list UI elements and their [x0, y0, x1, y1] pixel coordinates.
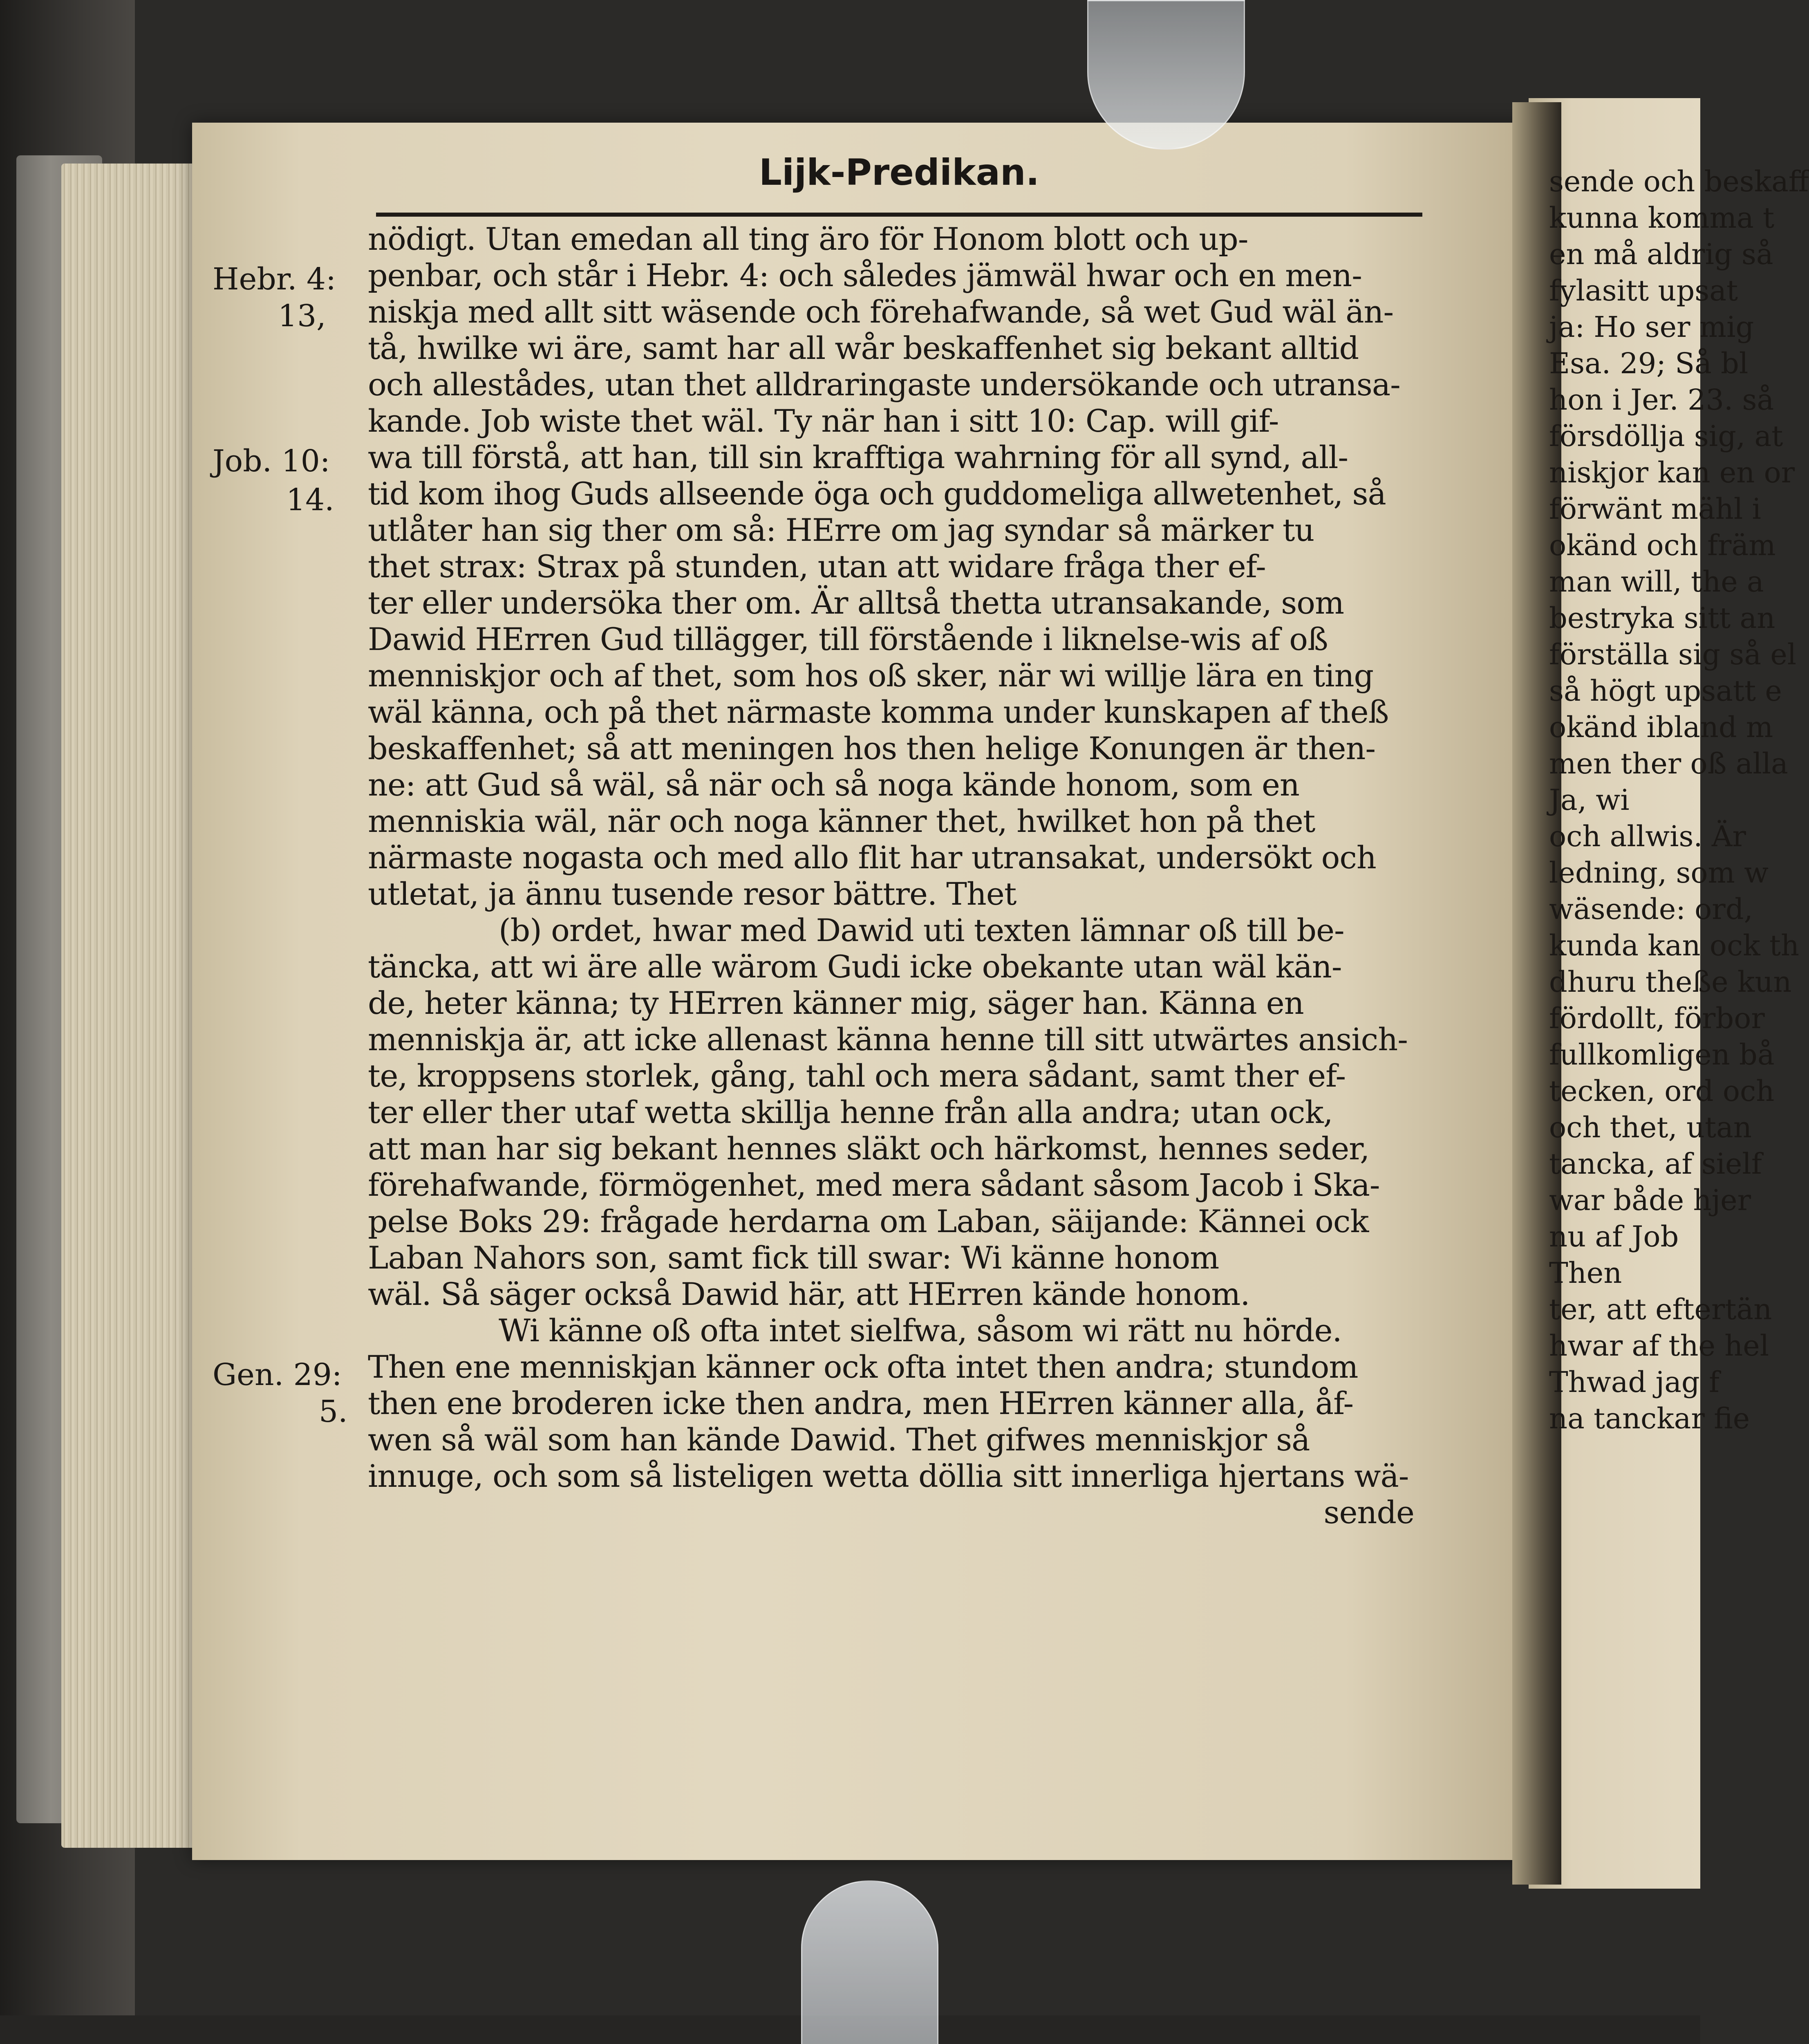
text-line: wäsende: ord, [1549, 892, 1753, 926]
running-head: Lijk-Predikan. [759, 151, 1040, 193]
text-line: utlåter han sig ther om så: HErre om jag syndar så märker tu [368, 512, 1314, 548]
text-line: niskja med allt sitt wäsende och förehafwande, så wet Gud wäl än- [368, 294, 1394, 330]
text-line: förwänt mähl i [1549, 492, 1761, 526]
text-line: Then [1549, 1256, 1622, 1290]
text-line: ledning, som w [1549, 856, 1769, 890]
margin-note: Gen. 29: [213, 1357, 342, 1392]
text-line: nödigt. Utan emedan all ting äro för Honom blott och up- [368, 221, 1248, 257]
text-line: hwar af the hel [1549, 1329, 1769, 1363]
text-line: menniskia wäl, när och noga känner thet, hwilket hon på thet [368, 803, 1315, 839]
text-line: okänd och främ [1549, 529, 1776, 562]
text-line: Laban Nahors son, samt fick till swar: Wi känne honom [368, 1239, 1219, 1276]
text-line: bestryka sitt an [1549, 601, 1775, 635]
text-line: te, kroppsens storlek, gång, tahl och mera sådant, samt ther ef- [368, 1058, 1346, 1094]
margin-note: 14. [286, 482, 334, 518]
text-line: förehafwande, förmögenhet, med mera sådant såsom Jacob i Ska- [368, 1167, 1380, 1203]
text-line: Then ene menniskjan känner ock ofta intet then andra; stundom [368, 1349, 1358, 1385]
text-line: ja: Ho ser mig [1549, 310, 1754, 344]
text-line: täncka, att wi äre alle wärom Gudi icke obekante utan wäl kän- [368, 948, 1342, 985]
catchword: sende [1323, 1494, 1414, 1531]
margin-note: 5. [319, 1394, 348, 1429]
text-line: then ene broderen icke then andra, men HErren känner alla, åf- [368, 1385, 1354, 1421]
text-line: fylasitt upsat [1549, 274, 1738, 307]
text-line: kande. Job wiste thet wäl. Ty när han i sitt 10: Cap. will gif- [368, 403, 1279, 439]
text-line: nu af Job [1549, 1220, 1679, 1253]
text-line: man will, the a [1549, 565, 1764, 598]
page-clip-bottom [801, 1880, 938, 2044]
text-line: okänd ibland m [1549, 710, 1773, 744]
margin-note: 13, [278, 298, 326, 334]
text-line: war både hjer [1549, 1183, 1751, 1217]
text-line: dhuru theße kun [1549, 965, 1792, 999]
text-line: ne: att Gud så wäl, så när och så noga kände honom, som en [368, 766, 1299, 803]
text-line: tancka, af sielf [1549, 1147, 1762, 1181]
text-line: förställa sig så el [1549, 638, 1797, 671]
text-line: och allwis. Är [1549, 820, 1746, 853]
text-line: wa till förstå, att han, till sin krafftiga wahrning för all synd, all- [368, 439, 1348, 475]
text-line: wen så wäl som han kände Dawid. Thet gifwes menniskjor så [368, 1421, 1310, 1458]
text-line: innuge, och som så listeligen wetta döllia sitt innerliga hjertans wä- [368, 1458, 1409, 1494]
main-text-block [368, 221, 1414, 1531]
text-line: fullkomligen bå [1549, 1038, 1775, 1071]
text-line: na tanckar fie [1549, 1402, 1750, 1435]
text-line: så högt upsatt e [1549, 674, 1782, 708]
text-line: Wi känne oß ofta intet sielfwa, såsom wi rätt nu hörde. [499, 1312, 1342, 1349]
text-line: Thwad jag f [1549, 1365, 1719, 1399]
text-line: penbar, och står i Hebr. 4: och således jämwäl hwar och en men- [368, 257, 1362, 294]
facing-page-text [1549, 164, 1809, 1437]
margin-note: Job. 10: [213, 444, 330, 479]
text-line: Ja, wi [1549, 783, 1630, 817]
text-line: och allestådes, utan thet alldraringaste undersökande och utransa- [368, 366, 1400, 403]
text-line: hon i Jer. 23. så [1549, 383, 1774, 417]
text-line: en må aldrig så [1549, 238, 1773, 271]
page-stack [61, 164, 208, 1848]
text-line: att man har sig bekant hennes släkt och härkomst, hennes seder, [368, 1130, 1370, 1167]
text-line: tid kom ihog Guds allseende öga och guddomeliga allwetenhet, så [368, 475, 1386, 512]
text-line: (b) ordet, hwar med Dawid uti texten lämnar oß till be- [499, 912, 1344, 948]
text-line: ter eller ther utaf wetta skillja henne från alla andra; utan ock, [368, 1094, 1333, 1130]
page-clip-top [1087, 0, 1245, 150]
text-line: och thet, utan [1549, 1111, 1752, 1144]
text-line: Esa. 29; Så bl [1549, 347, 1749, 380]
text-line: menniskja är, att icke allenast känna henne till sitt utwärtes ansich- [368, 1021, 1408, 1058]
text-line: menniskjor och af thet, som hos oß sker, när wi willje lära en ting [368, 657, 1374, 694]
text-line: Dawid HErren Gud tillägger, till förstående i liknelse-wis af oß [368, 621, 1328, 657]
text-line: sende och beskaff [1549, 165, 1809, 198]
text-line: ter, att eftertän [1549, 1293, 1772, 1326]
text-line: närmaste nogasta och med allo flit har utransakat, undersökt och [368, 839, 1376, 876]
text-line: tecken, ord och [1549, 1074, 1775, 1108]
text-line: niskjor kan en or [1549, 456, 1795, 489]
text-line: beskaffenhet; så att meningen hos then helige Konungen är then- [368, 730, 1376, 766]
margin-note: Hebr. 4: [213, 262, 336, 297]
text-line: de, heter känna; ty HErren känner mig, säger han. Känna en [368, 985, 1304, 1021]
text-line: försdöllja sig, at [1549, 419, 1783, 453]
text-line: fördollt, förbor [1549, 1002, 1765, 1035]
text-line: pelse Boks 29: frågade herdarna om Laban, säijande: Kännei ock [368, 1203, 1369, 1239]
text-line: men ther oß alla [1549, 747, 1788, 780]
text-line: tå, hwilke wi äre, samt har all wår beskaffenhet sig bekant alltid [368, 330, 1359, 366]
text-line: ter eller undersöka ther om. Är alltså thetta utransakande, som [368, 585, 1344, 621]
text-line: utletat, ja ännu tusende resor bättre. Thet [368, 876, 1016, 912]
text-line: thet strax: Strax på stunden, utan att widare fråga ther ef- [368, 548, 1266, 585]
text-line: kunna komma t [1549, 201, 1775, 235]
text-line: kunda kan ock th [1549, 929, 1800, 962]
text-line: wäl känna, och på thet närmaste komma under kunskapen af theß [368, 694, 1389, 730]
header-rule [376, 213, 1422, 217]
text-line: wäl. Så säger också Dawid här, att HErren kände honom. [368, 1276, 1250, 1312]
